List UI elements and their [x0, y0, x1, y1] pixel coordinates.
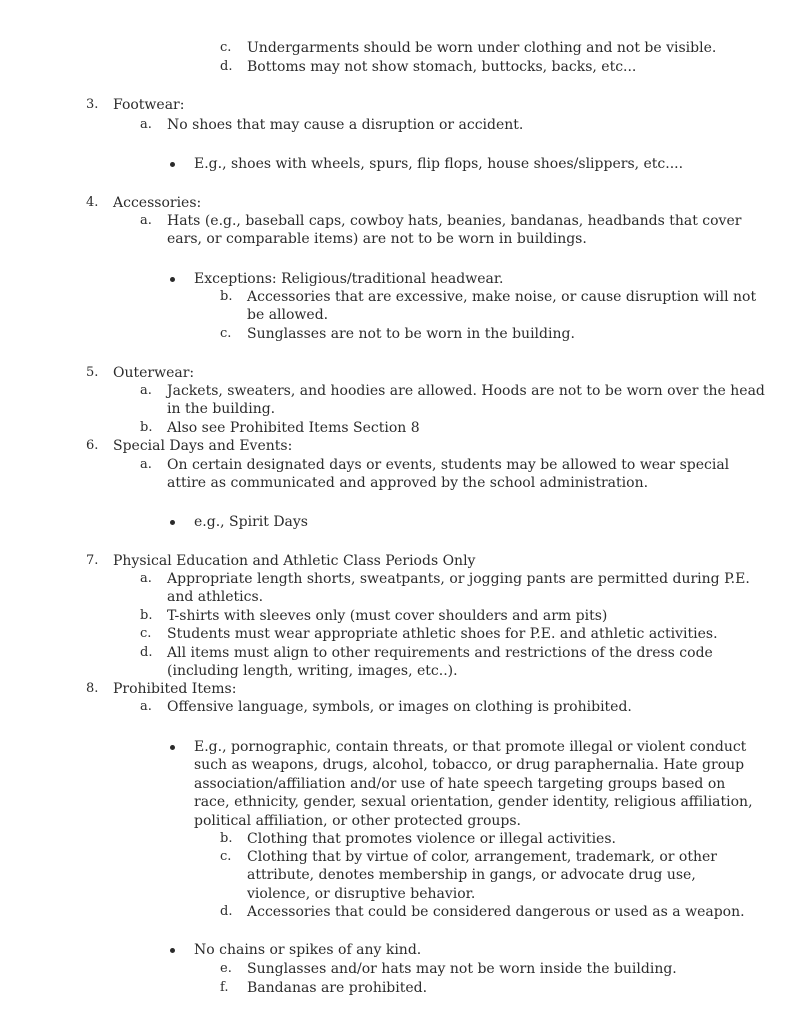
list-item-text: such as weapons, drugs, alcohol, tobacco, or drug paraphernalia. Hate group: [194, 757, 745, 774]
section-heading: Outerwear:: [113, 365, 195, 381]
list-item-text: Also see Prohibited Items Section 8: [167, 420, 420, 436]
list-item-text: Clothing that promotes violence or illegal activities.: [247, 831, 616, 847]
bullet-icon: [170, 948, 175, 953]
list-item-text: e.g., Spirit Days: [194, 514, 308, 530]
section-heading: Footwear:: [113, 97, 185, 113]
list-item-text: Offensive language, symbols, or images on clothing is prohibited.: [167, 699, 632, 715]
list-item-text: association/affiliation and/or use of hate speech targeting groups based on: [194, 775, 726, 792]
list-marker: d.: [140, 645, 153, 660]
list-marker: 8.: [86, 681, 99, 696]
list-marker: a.: [140, 457, 152, 472]
list-item-text: Bottoms may not show stomach, buttocks, backs, etc...: [247, 59, 637, 75]
list-item-text: Bandanas are prohibited.: [247, 980, 428, 996]
list-marker: a.: [140, 213, 152, 228]
list-item-text: and athletics.: [167, 589, 264, 606]
list-marker: b.: [140, 608, 153, 623]
list-item-text: violence, or disruptive behavior.: [247, 885, 476, 902]
list-marker: d.: [220, 59, 233, 74]
list-item-text: Exceptions: Religious/traditional headwear.: [194, 271, 504, 287]
list-marker: c.: [220, 40, 232, 55]
list-item-text: All items must align to other requirements and restrictions of the dress code: [167, 645, 713, 661]
list-item-text: attribute, denotes membership in gangs, or advocate drug use,: [247, 867, 696, 884]
section-heading: Accessories:: [113, 195, 202, 211]
bullet-icon: [170, 520, 175, 525]
list-marker: 6.: [86, 438, 99, 453]
list-item-text: Sunglasses are not to be worn in the building.: [247, 326, 575, 342]
list-item-text: No shoes that may cause a disruption or accident.: [167, 117, 524, 133]
list-item-text: E.g., shoes with wheels, spurs, flip flops, house shoes/slippers, etc....: [194, 156, 684, 172]
list-item-text: Sunglasses and/or hats may not be worn inside the building.: [247, 961, 677, 977]
list-item-text: (including length, writing, images, etc..).: [167, 663, 458, 680]
list-marker: a.: [140, 383, 152, 398]
list-marker: e.: [220, 961, 232, 976]
list-item-text: attire as communicated and approved by the school administration.: [167, 475, 649, 492]
list-marker: a.: [140, 571, 152, 586]
list-item-text: be allowed.: [247, 307, 329, 324]
list-item-text: Students must wear appropriate athletic shoes for P.E. and athletic activities.: [167, 626, 718, 642]
list-marker: 5.: [86, 365, 99, 380]
list-marker: 4.: [86, 195, 99, 210]
list-item-text: political affiliation, or other protected groups.: [194, 812, 522, 829]
list-item-text: Appropriate length shorts, sweatpants, or jogging pants are permitted during P.E.: [167, 571, 750, 587]
list-item-text: Clothing that by virtue of color, arrangement, trademark, or other: [247, 849, 717, 865]
list-item-text: On certain designated days or events, students may be allowed to wear special: [167, 457, 730, 473]
list-item-text: Accessories that are excessive, make noise, or cause disruption will not: [247, 289, 757, 305]
list-marker: d.: [220, 904, 233, 919]
list-marker: b.: [220, 289, 233, 304]
list-item-text: E.g., pornographic, contain threats, or that promote illegal or violent conduct: [194, 739, 747, 755]
section-heading: Special Days and Events:: [113, 438, 293, 454]
list-marker: a.: [140, 117, 152, 132]
list-marker: b.: [220, 831, 233, 846]
list-item-text: Jackets, sweaters, and hoodies are allowed. Hoods are not to be worn over the head: [167, 383, 765, 399]
list-marker: c.: [220, 326, 232, 341]
list-item-text: Hats (e.g., baseball caps, cowboy hats, beanies, bandanas, headbands that cover: [167, 213, 742, 229]
list-marker: f.: [220, 980, 229, 995]
list-marker: c.: [220, 849, 232, 864]
list-marker: b.: [140, 420, 153, 435]
list-marker: a.: [140, 699, 152, 714]
list-item-text: ears, or comparable items) are not to be worn in buildings.: [167, 231, 587, 248]
bullet-icon: [170, 277, 175, 282]
bullet-icon: [170, 745, 175, 750]
list-item-text: Accessories that could be considered dangerous or used as a weapon.: [247, 904, 745, 920]
section-heading: Physical Education and Athletic Class Periods Only: [113, 553, 476, 569]
list-item-text: Undergarments should be worn under clothing and not be visible.: [247, 40, 717, 56]
section-heading: Prohibited Items:: [113, 681, 237, 697]
list-item-text: No chains or spikes of any kind.: [194, 942, 422, 958]
list-marker: c.: [140, 626, 152, 641]
list-marker: 7.: [86, 553, 99, 568]
list-item-text: race, ethnicity, gender, sexual orientation, gender identity, religious affiliation,: [194, 794, 753, 811]
list-item-text: T-shirts with sleeves only (must cover shoulders and arm pits): [167, 608, 608, 624]
list-marker: 3.: [86, 97, 99, 112]
list-item-text: in the building.: [167, 401, 276, 418]
bullet-icon: [170, 162, 175, 167]
